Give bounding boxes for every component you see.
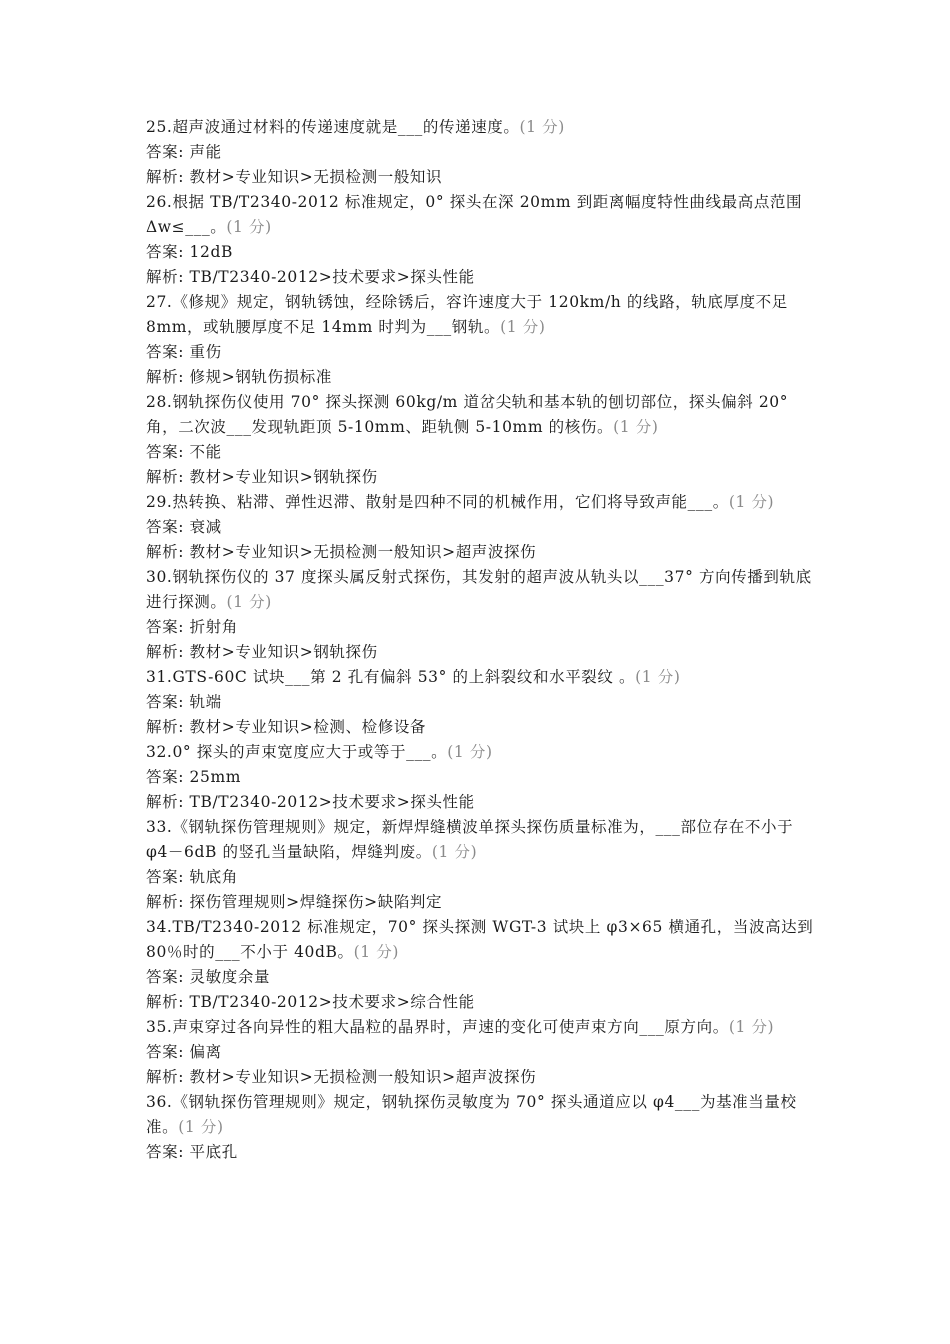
question-text	[146, 290, 816, 340]
question-item-31	[146, 665, 816, 740]
answer-line: 答案: 平底孔	[146, 1143, 238, 1161]
question-score: (1 分)	[500, 318, 546, 336]
question-text	[146, 390, 816, 440]
explanation-line: 解析: 教材>专业知识>无损检测一般知识>超声波探伤	[146, 543, 537, 561]
answer-line: 答案: 灵敏度余量	[146, 968, 271, 986]
question-stem: 32.0° 探头的声束宽度应大于或等于___。	[146, 743, 448, 761]
explanation-line: 解析: 教材>专业知识>无损检测一般知识>超声波探伤	[146, 1068, 537, 1086]
question-text	[146, 490, 816, 515]
answer-line: 答案: 12dB	[146, 243, 233, 261]
question-score: (1 分)	[728, 1018, 775, 1036]
question-item-35	[146, 1015, 816, 1090]
question-text	[146, 565, 816, 615]
answer-line: 答案: 偏离	[146, 1043, 222, 1061]
question-stem: 28.钢轨探伤仪使用 70° 探头探测 60kg/m 道岔尖轨和基本轨的刨切部位，探头偏斜 20° 角，二次波___发现轨距顶 5-10mm、距轨侧 5-10mm 的核伤。	[146, 393, 789, 436]
question-score: (1 分)	[226, 593, 272, 611]
question-score: (1 分)	[353, 943, 400, 961]
explanation-line: 解析: TB/T2340-2012>技术要求>探头性能	[146, 268, 475, 286]
question-item-34	[146, 915, 816, 1015]
question-stem: 26.根据 TB/T2340-2012 标准规定，0° 探头在深 20mm 到距离幅度特性曲线最高点范围Δw≤___。	[146, 193, 803, 236]
question-item-36	[146, 1090, 816, 1165]
question-text	[146, 1015, 816, 1040]
explanation-line: 解析: 教材>专业知识>检测、检修设备	[146, 718, 427, 736]
answer-line: 答案: 折射角	[146, 618, 238, 636]
question-text	[146, 665, 816, 690]
question-score: (1 分)	[728, 493, 775, 511]
question-item-33	[146, 815, 816, 915]
question-text	[146, 1090, 816, 1140]
answer-line: 答案: 重伤	[146, 343, 222, 361]
question-score: (1 分)	[226, 218, 272, 236]
question-stem: 25.超声波通过材料的传递速度就是___的传递速度。	[146, 118, 520, 136]
question-item-25	[146, 115, 816, 190]
question-text	[146, 815, 816, 865]
question-text	[146, 115, 816, 140]
explanation-line: 解析: 教材>专业知识>无损检测一般知识	[146, 168, 443, 186]
question-stem: 30.钢轨探伤仪的 37 度探头属反射式探伤，其发射的超声波从轨头以___37° 方向传播到轨底进行探测。	[146, 568, 812, 611]
explanation-line: 解析: 探伤管理规则>焊缝探伤>缺陷判定	[146, 893, 443, 911]
question-item-29	[146, 490, 816, 565]
question-stem: 35.声束穿过各向异性的粗大晶粒的晶界时，声速的变化可使声束方向___原方向。	[146, 1018, 729, 1036]
question-item-27	[146, 290, 816, 390]
question-stem: 33.《钢轨探伤管理规则》规定，新焊焊缝横波单探头探伤质量标准为，___部位存在不小于 φ4－6dB 的竖孔当量缺陷，焊缝判废。	[146, 818, 794, 861]
question-item-30	[146, 565, 816, 665]
explanation-line: 解析: 教材>专业知识>钢轨探伤	[146, 468, 378, 486]
explanation-line: 解析: 修规>钢轨伤损标准	[146, 368, 332, 386]
explanation-line: 解析: TB/T2340-2012>技术要求>综合性能	[146, 993, 475, 1011]
question-stem: 31.GTS-60C 试块___第 2 孔有偏斜 53° 的上斜裂纹和水平裂纹 。	[146, 668, 636, 686]
question-item-26	[146, 190, 816, 290]
question-score: (1 分)	[431, 843, 478, 861]
answer-line: 答案: 轨底角	[146, 868, 238, 886]
question-score: (1 分)	[447, 743, 493, 761]
question-stem: 34.TB/T2340-2012 标准规定，70° 探头探测 WGT-3 试块上 φ3×65 横通孔，当波高达到 80％时的___不小于 40dB。	[146, 918, 814, 961]
explanation-line: 解析: 教材>专业知识>钢轨探伤	[146, 643, 378, 661]
question-score: (1 分)	[519, 118, 565, 136]
question-text	[146, 915, 816, 965]
question-item-28	[146, 390, 816, 490]
answer-line: 答案: 不能	[146, 443, 222, 461]
explanation-line: 解析: TB/T2340-2012>技术要求>探头性能	[146, 793, 475, 811]
question-score: (1 分)	[635, 668, 681, 686]
question-stem: 36.《钢轨探伤管理规则》规定，钢轨探伤灵敏度为 70° 探头通道应以 φ4___为基准当量校准。	[146, 1093, 797, 1136]
question-stem: 29.热转换、粘滞、弹性迟滞、散射是四种不同的机械作用，它们将导致声能___。	[146, 493, 729, 511]
answer-line: 答案: 25mm	[146, 768, 242, 786]
question-item-32	[146, 740, 816, 815]
answer-line: 答案: 衰减	[146, 518, 222, 536]
answer-line: 答案: 声能	[146, 143, 222, 161]
question-text	[146, 190, 816, 240]
question-stem: 27.《修规》规定，钢轨锈蚀，经除锈后，容许速度大于 120km/h 的线路，轨底厚度不足 8mm，或轨腰厚度不足 14mm 时判为___钢轨。	[146, 293, 788, 336]
answer-line: 答案: 轨端	[146, 693, 222, 711]
question-score: (1 分)	[178, 1118, 224, 1136]
question-score: (1 分)	[613, 418, 659, 436]
question-list	[146, 115, 816, 1165]
question-text	[146, 740, 816, 765]
